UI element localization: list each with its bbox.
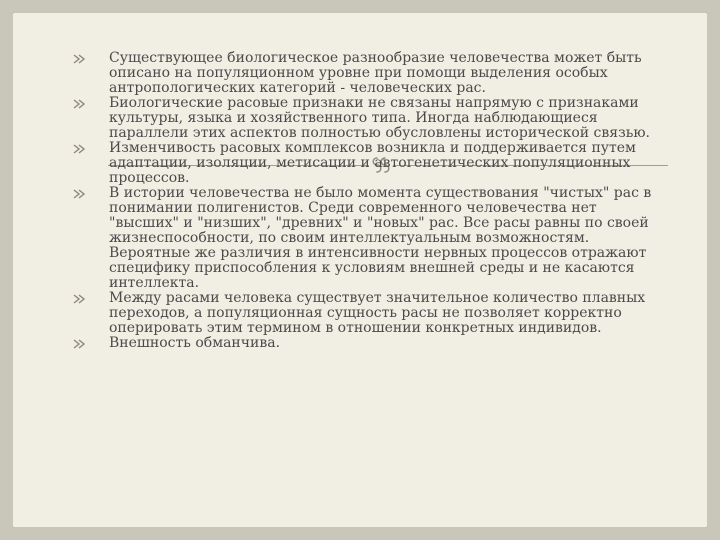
double-chevron-right-icon bbox=[73, 99, 89, 109]
content-panel bbox=[13, 13, 707, 527]
double-chevron-right-icon bbox=[73, 339, 89, 349]
bullet-item-3 bbox=[71, 141, 671, 186]
double-chevron-right-icon bbox=[73, 54, 89, 64]
bullet-item-2 bbox=[71, 96, 671, 141]
bullet-item-1 bbox=[71, 51, 671, 96]
bullet-text: Существующее биологическое разнообразие человечества может быть описано на популяционном уровне при помощи выделения особых антропологических категорий - человеческих рас. bbox=[109, 50, 642, 96]
double-chevron-right-icon bbox=[73, 144, 89, 154]
double-chevron-right-icon bbox=[73, 294, 89, 304]
bullet-item-4 bbox=[71, 186, 671, 291]
bullet-item-5 bbox=[71, 291, 671, 336]
bullet-text: Биологические расовые признаки не связаны напрямую с признаками культуры, языка и хозяйственного типа. Иногда наблюдающиеся параллели этих аспектов полностью обусловлены исторической связью. bbox=[109, 95, 650, 141]
double-chevron-right-icon bbox=[73, 189, 89, 199]
bullet-text: Внешность обманчива. bbox=[109, 335, 281, 351]
bullet-text: Между расами человека существует значительное количество плавных переходов, а популяционная сущность расы не позволяет корректно оперировать этим термином в отношении конкретных индивидов. bbox=[109, 290, 646, 336]
bullet-text: Изменчивость расовых комплексов возникла и поддерживается путем адаптации, изоляции, метисации и автогенетических популяционных процессов. bbox=[109, 140, 636, 186]
bullet-text: В истории человечества не было момента существования "чистых" рас в понимании полигенистов. Среди современного человечества нет "высших" и "низших", "древних" и "новых" рас. Все расы равны по своей жизнеспособности, по своим интеллектуальным возможностям. Вероятные же различия в интенсивности нервных процессов отражают специфику приспособления к условиям внешней среды и не касаются интеллекта. bbox=[109, 185, 652, 291]
bullet-item-6 bbox=[71, 336, 671, 351]
bullet-list bbox=[71, 51, 671, 351]
